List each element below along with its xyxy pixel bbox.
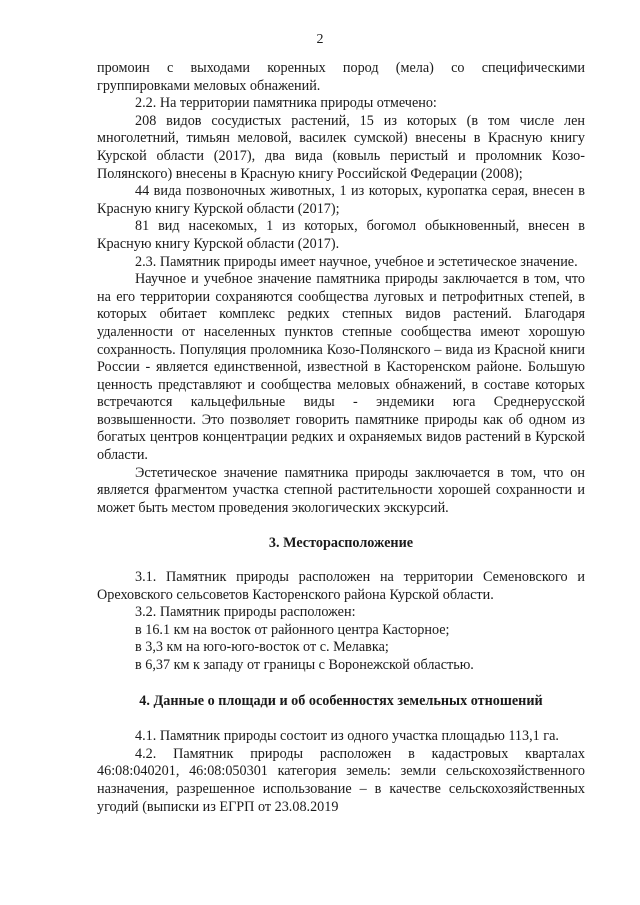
location-item-1: в 16.1 км на восток от районного центра Касторное; [135, 621, 450, 638]
location-item-2: в 3,3 км на юго-юго-восток от с. Мелавка; [135, 639, 389, 656]
paragraph-3-2: 3.2. Памятник природы расположен: [135, 604, 356, 621]
paragraph-3-1: 3.1. Памятник природы расположен на территории Семеновского и Ореховского сельсоветов Касторенского района Курской области. [97, 569, 585, 603]
paragraph-plants: 208 видов сосудистых растений, 15 из которых (в том числе лен многолетний, тимьян меловой, василек сумской) внесены в Красную книгу Курской области (2017), два вида (ковыль перистый и проломник Козо-Полянского) внесены в Красную книгу Российской Федерации (2008); [97, 112, 585, 182]
paragraph-4-1: 4.1. Памятник природы состоит из одного участка площадью 113,1 га. [135, 728, 559, 745]
paragraph-aesthetic-value: Эстетическое значение памятника природы заключается в том, что он является фрагментом участка степной растительности хорошей сохранности и может быть местом проведения экологических экскурсий. [97, 464, 585, 516]
page-number: 2 [316, 32, 324, 47]
spacer [97, 675, 585, 693]
paragraph-insects: 81 вид насекомых, 1 из которых, богомол обыкновенный, внесен в Красную книгу Курской области (2017). [97, 218, 585, 252]
spacer [97, 517, 585, 535]
spacer [97, 553, 585, 569]
spacer [97, 710, 585, 728]
paragraph-scientific-value: Научное и учебное значение памятника природы заключается в том, что на его территории сохраняются сообщества луговых и петрофитных степей, в которых обитает комплекс редких степных видов растений. Благодаря удаленности от населенных пунктов степные сообщества имеют хорошую сохранность. Популяция проломника Козо-Полянского – вида из Красной книги России - является единственной, известной в Касторенском районе. Большую ценность представляют и сообщества меловых обнажений, в составе которых встречаются кальцефильные виды - эндемики юга Среднерусской возвышенности. Это позволяет говорить памятнике природы как об одном из богатых центров концентрации редких и охраняемых видов растений в Курской области. [97, 271, 585, 464]
document-body [97, 60, 585, 816]
paragraph-vertebrates: 44 вида позвоночных животных, 1 из которых, куропатка серая, внесен в Красную книгу Курской области (2017); [97, 183, 585, 217]
paragraph-2-2: 2.2. На территории памятника природы отмечено: [135, 95, 437, 112]
location-item-3: в 6,37 км к западу от границы с Воронежской областью. [135, 657, 474, 673]
section-3-heading: 3. Месторасположение [268, 535, 414, 552]
paragraph-2-3: 2.3. Памятник природы имеет научное, учебное и эстетическое значение. [135, 253, 578, 270]
continuation-paragraph: промоин с выходами коренных пород (мела) со специфическими группировками меловых обнажений. [97, 60, 585, 94]
section-4-heading: 4. Данные о площади и об особенностях земельных отношений [139, 692, 543, 709]
paragraph-4-2: 4.2. Памятник природы расположен в кадастровых кварталах 46:08:040201, 46:08:050301 категория земель: земли сельскохозяйственного назначения, разрешенное использование – в качестве сельскохозяйственных угодий (выписки из ЕГРП от 23.08.2019 [97, 745, 585, 815]
